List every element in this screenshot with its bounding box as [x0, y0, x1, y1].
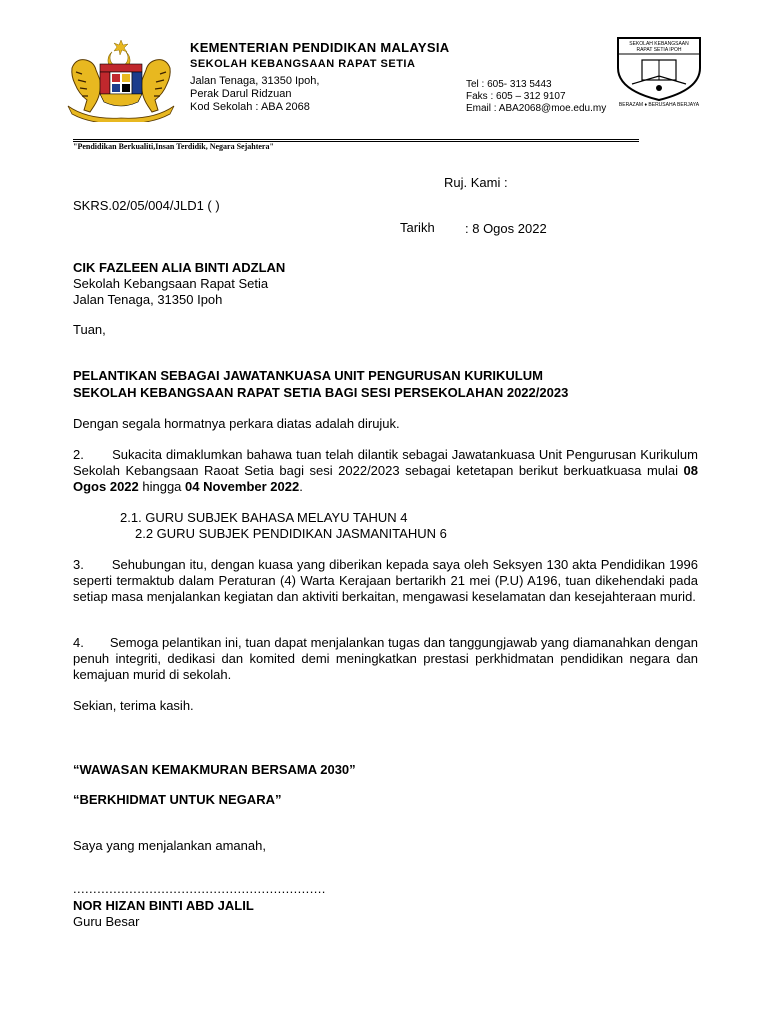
paragraph-2	[73, 447, 698, 495]
school-code: Kod Sekolah : ABA 2068	[190, 101, 310, 113]
school-crest	[612, 36, 706, 114]
signatory-name: NOR HIZAN BINTI ABD JALIL	[73, 898, 254, 913]
salutation: Tuan,	[73, 322, 106, 337]
address-line-2: Perak Darul Ridzuan	[190, 88, 292, 100]
header-divider-top	[73, 139, 639, 140]
address-line-1: Jalan Tenaga, 31350 Ipoh,	[190, 75, 320, 87]
school-name: SEKOLAH KEBANGSAAN RAPAT SETIA	[190, 58, 416, 70]
coat-of-arms-icon	[64, 38, 178, 122]
recipient-address-line-1: Sekolah Kebangsaan Rapat Setia	[73, 276, 269, 291]
paragraph-3: 3. Sehubungan itu, dengan kuasa yang diberikan kepada saya oleh Seksyen 130 akta Pendidikan 1996 seperti termaktub dalam Peraturan (4) Warta Kerajaan bertarikh 21 mei (P.U) A196, tuan dikehendaki pada setiap masa menjalankan kegiatan dan aktiviti berkaitan, mengawasi keselamatan dan kesejahteraan murid.	[73, 557, 698, 604]
signatory-title: Guru Besar	[73, 914, 140, 929]
signature-line: ...............................................................	[73, 881, 326, 896]
crest-motto: BERAZAM ♦ BERUSAHA BERJAYA	[618, 102, 700, 108]
crest-text: SEKOLAH KEBANGSAAN RAPAT SETIA IPOH	[629, 41, 689, 53]
end-date: 04 November 2022	[185, 479, 300, 494]
appointment-item-2: 2.2 GURU SUBJEK PENDIDIKAN JASMANITAHUN 6	[135, 526, 447, 541]
start-date: 08 Ogos 2022	[73, 463, 698, 494]
date-value: : 8 Ogos 2022	[465, 221, 547, 236]
slogan-berkhidmat: “BERKHIDMAT UNTUK NEGARA”	[73, 792, 282, 807]
telephone: Tel : 605- 313 5443	[466, 79, 552, 90]
slogan-wawasan: “WAWASAN KEMAKMURAN BERSAMA 2030”	[73, 762, 356, 777]
file-reference-number: SKRS.02/05/004/JLD1 ( )	[73, 198, 220, 213]
paragraph-4: 4. Semoga pelantikan ini, tuan dapat menjalankan tugas dan tanggungjawab yang diamanahkan dengan penuh integriti, dedikasi dan komited demi meningkatkan prestasi perkhidmatan pendidikan negara dan kemajuan murid di sekolah.	[73, 635, 698, 682]
recipient-address-line-2: Jalan Tenaga, 31350 Ipoh	[73, 292, 223, 307]
subject-line-1: PELANTIKAN SEBAGAI JAWATANKUASA UNIT PENGURUSAN KURIKULUM	[73, 368, 543, 383]
signature-intro: Saya yang menjalankan amanah,	[73, 838, 266, 853]
ministry-name: KEMENTERIAN PENDIDIKAN MALAYSIA	[190, 40, 450, 55]
subject-line-2: SEKOLAH KEBANGSAAN RAPAT SETIA BAGI SESI PERSEKOLAHAN 2022/2023	[73, 385, 569, 400]
recipient-name: CIK FAZLEEN ALIA BINTI ADZLAN	[73, 260, 286, 275]
appointment-item-1: 2.1. GURU SUBJEK BAHASA MELAYU TAHUN 4	[120, 510, 408, 525]
paragraph-2-mid: hingga	[138, 479, 186, 494]
closing-line: Sekian, terima kasih.	[73, 698, 194, 713]
fax: Faks : 605 – 312 9107	[466, 91, 566, 102]
school-motto: "Pendidikan Berkualiti,Insan Terdidik, Negara Sejahtera"	[73, 142, 274, 151]
paragraph-2-end: .	[299, 479, 303, 494]
date-label: Tarikh	[400, 220, 435, 235]
paragraph-2-text: 2. Sukacita dimaklumkan bahawa tuan telah dilantik sebagai Jawatankuasa Unit Pengurusan Kurikulum Sekolah Kebangsaan Raoat Setia bagi sesi 2022/2023 sebagai ketetapan berikut berkuatkuasa mulai	[73, 447, 698, 478]
email: Email : ABA2068@moe.edu.my	[466, 103, 607, 114]
intro-paragraph: Dengan segala hormatnya perkara diatas adalah dirujuk.	[73, 416, 400, 431]
our-reference-label: Ruj. Kami :	[444, 175, 508, 190]
